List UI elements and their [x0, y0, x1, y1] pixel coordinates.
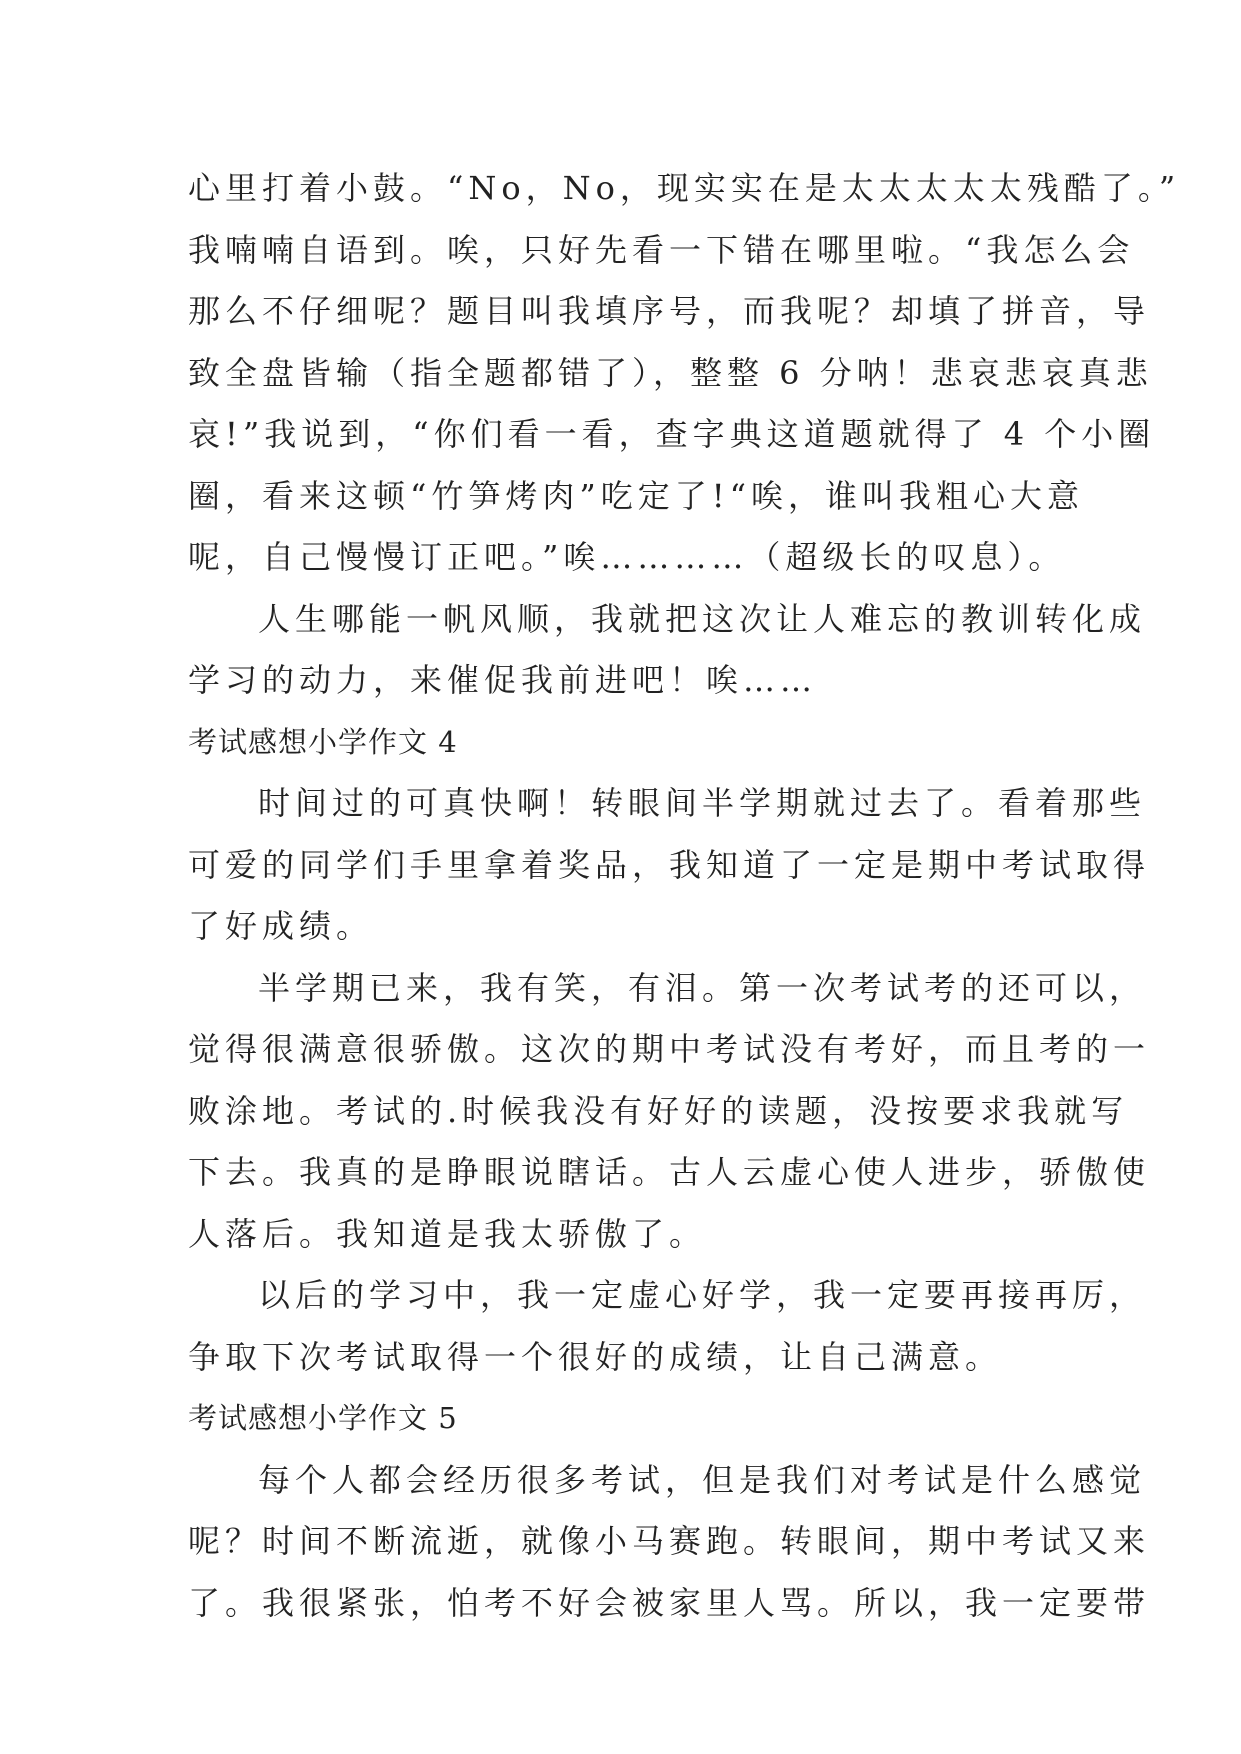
text-line: 学习的动力，来催促我前进吧！唉……	[188, 661, 818, 699]
paragraph-start-line: 时间过的可真快啊！转眼间半学期就过去了。看着那些	[258, 784, 1147, 822]
text-line: 败涂地。考试的.时候我没有好好的读题，没按要求我就写	[188, 1091, 1129, 1130]
text-line: 了好成绩。	[188, 907, 374, 945]
paragraph-start-line: 以后的学习中，我一定虚心好学，我一定要再接再厉，	[258, 1276, 1147, 1314]
text-line: 呢？时间不断流逝，就像小马赛跑。转眼间，期中考试又来	[188, 1522, 1151, 1560]
text-line: 圈，看来这顿“竹笋烤肉”吃定了!“唉，谁叫我粗心大意	[188, 476, 1084, 515]
text-line: 致全盘皆输（指全题都错了），整整 6 分呐！悲哀悲哀真悲	[188, 353, 1153, 392]
section-heading: 考试感想小学作文 5	[188, 1401, 458, 1435]
text-line: 哀!”我说到，“你们看一看，查字典这道题就得了 4 个小圈	[188, 415, 1156, 453]
document-body	[188, 158, 1181, 1634]
text-line: 心里打着小鼓。“No，No，现实实在是太太太太太残酷了。”	[188, 169, 1181, 207]
paragraph-start-line: 每个人都会经历很多考试，但是我们对考试是什么感觉	[258, 1460, 1147, 1499]
paragraph-start-line: 人生哪能一帆风顺，我就把这次让人难忘的教训转化成	[258, 599, 1147, 638]
section-heading: 考试感想小学作文 4	[188, 724, 458, 759]
text-line: 了。我很紧张，怕考不好会被家里人骂。所以，我一定要带	[188, 1583, 1151, 1622]
text-line: 人落后。我知道是我太骄傲了。	[188, 1214, 707, 1253]
text-line: 下去。我真的是睁眼说瞎话。古人云虚心使人进步，骄傲使	[188, 1153, 1151, 1191]
text-line: 那么不仔细呢？题目叫我填序号，而我呢？却填了拼音，导	[188, 292, 1151, 330]
text-line: 呢，自己慢慢订正吧。”唉…………（超级长的叹息）。	[188, 538, 1066, 576]
text-line: 我喃喃自语到。唉，只好先看一下错在哪里啦。“我怎么会	[188, 230, 1135, 269]
text-line: 觉得很满意很骄傲。这次的期中考试没有考好，而且考的一	[188, 1030, 1151, 1068]
text-line: 可爱的同学们手里拿着奖品，我知道了一定是期中考试取得	[188, 845, 1151, 884]
paragraph-start-line: 半学期已来，我有笑，有泪。第一次考试考的还可以，	[258, 968, 1147, 1007]
text-line: 争取下次考试取得一个很好的成绩，让自己满意。	[188, 1337, 1003, 1376]
